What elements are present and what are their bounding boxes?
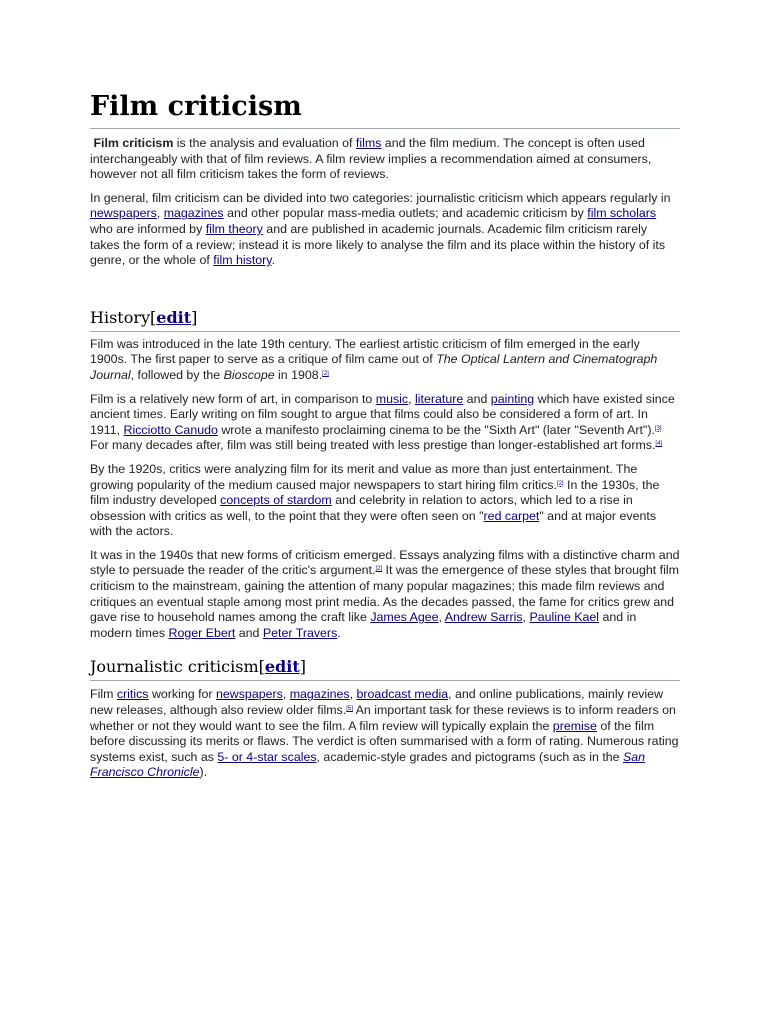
link-painting[interactable]: painting	[490, 391, 535, 406]
link-premise[interactable]: premise	[552, 718, 597, 733]
text: and	[463, 391, 491, 406]
text: An important task for these reviews is to inform readers on whether or not they would want to see the film. A film review will typically explain the	[90, 703, 676, 733]
text: and other popular mass-media outlets; and academic criticism by	[223, 206, 588, 221]
text: ,	[408, 391, 416, 406]
link-literature[interactable]: literature	[415, 391, 464, 406]
link-film-history[interactable]: film history	[213, 253, 272, 268]
citation-link[interactable]: [4]	[655, 441, 663, 448]
text: It was in the 1940s that new forms of criticism emerged. Essays analyzing films with a distinctive charm and style to persuade the reader of the critic's argument.	[90, 547, 680, 578]
text: For many decades after, film was still being treated with less prestige than longer-established art forms.	[90, 438, 656, 453]
text: ,	[156, 206, 164, 221]
history-paragraph-3	[90, 462, 680, 540]
citation-link[interactable]: [5]	[346, 706, 353, 713]
text: .	[271, 253, 276, 268]
page-title: Film criticism	[90, 90, 680, 129]
link-newspapers[interactable]: newspapers	[216, 687, 283, 702]
link-roger-ebert[interactable]: Roger Ebert	[168, 625, 236, 640]
citation-link[interactable]: [2]	[375, 566, 383, 573]
text: .	[337, 625, 341, 640]
bracket: [	[150, 307, 157, 327]
text: in 1908.	[274, 367, 323, 382]
intro-paragraph-2	[90, 191, 680, 269]
link-concepts-of-stardom[interactable]: concepts of stardom	[220, 493, 332, 508]
text: Film was introduced in the late 19th century. The earliest artistic criticism of film emerged in the early 1900s. The first paper to serve as a critique of film came out of	[90, 336, 640, 367]
citation-link[interactable]: [3]	[654, 425, 662, 432]
article	[90, 90, 680, 781]
text: Film is a relatively new form of art, in comparison to	[90, 391, 376, 406]
text: It was the emergence of these styles that brought film criticism to the mainstream, gaining the attention of many popular magazines; this made film reviews and critiques an eventual staple among most print media. As the decades passed, the fame for critics grew and gave rise to household names among the craft like	[90, 563, 679, 625]
section-heading-journalistic-criticism	[90, 656, 680, 681]
text: " and at major events with the actors.	[90, 508, 657, 539]
link-music[interactable]: music	[375, 391, 409, 406]
text: and are published in academic journals. Academic film criticism rarely takes the form of a review; instead it is more likely to analyse the film and its place within the history of its genre, or the whole of	[90, 221, 666, 268]
text: which have existed since ancient times. Early writing on film sought to argue that films could also be considered a form of art. In 1911,	[90, 391, 675, 437]
bold-term: Film criticism	[93, 136, 174, 150]
link-red-carpet[interactable]: red carpet	[483, 508, 540, 523]
text: and in modern times	[90, 610, 637, 640]
italic-title: The Optical Lantern and Cinematograph Journal	[90, 352, 658, 382]
text: ,	[438, 610, 445, 625]
text: ,	[349, 687, 357, 702]
text: and celebrity in relation to actors, which led to a rise in obsession with critics as well, to the point that they were often seen on "	[90, 493, 633, 523]
heading-text: History	[90, 307, 151, 327]
section-heading-history	[90, 307, 680, 332]
citation-link[interactable]: [2]	[322, 370, 329, 377]
link-films[interactable]: films	[355, 136, 382, 150]
heading-text: Journalistic criticism	[90, 657, 259, 677]
bracket: ]	[191, 307, 198, 327]
text: In the 1930s, the film industry developed	[90, 477, 660, 508]
text: and the film medium. The concept is often used interchangeably with that of film reviews. A film review implies a recommendation aimed at consumers, however not all film criticism takes the form of reviews.	[90, 136, 652, 182]
link-broadcast-media[interactable]: broadcast media	[356, 687, 449, 702]
text: working for	[148, 687, 216, 702]
text: and	[235, 625, 263, 640]
text: , followed by the	[130, 367, 224, 382]
text: who are informed by	[90, 221, 206, 236]
link-andrew-sarris[interactable]: Andrew Sarris	[444, 610, 523, 625]
link-newspapers[interactable]: newspapers	[90, 206, 157, 221]
bracket: [	[258, 657, 265, 677]
text: wrote a manifesto proclaiming cinema to be the "Sixth Art" (later "Seventh Art").	[217, 422, 655, 437]
link-film-theory[interactable]: film theory	[205, 221, 263, 236]
text: is the analysis and evaluation of	[173, 136, 356, 150]
link-magazines[interactable]: magazines	[163, 206, 224, 221]
link-critics[interactable]: critics	[116, 687, 149, 702]
text: , academic-style grades and pictograms (such as in the	[316, 749, 624, 764]
journalistic-paragraph-1	[90, 687, 680, 781]
link-star-scales[interactable]: 5- or 4-star scales	[217, 749, 317, 764]
link-pauline-kael[interactable]: Pauline Kael	[529, 610, 600, 625]
link-san-francisco-chronicle[interactable]: San Francisco Chronicle	[90, 749, 646, 780]
link-film-scholars[interactable]: film scholars	[587, 206, 657, 221]
edit-link-journalistic-criticism[interactable]: edit	[264, 657, 300, 677]
link-peter-travers[interactable]: Peter Travers	[262, 625, 338, 640]
link-ricciotto-canudo[interactable]: Ricciotto Canudo	[123, 422, 218, 437]
text: ,	[282, 687, 290, 702]
text: ,	[522, 610, 530, 625]
text: Film	[90, 687, 117, 702]
link-james-agee[interactable]: James Agee	[370, 610, 439, 625]
link-magazines[interactable]: magazines	[289, 687, 350, 702]
history-paragraph-1	[90, 337, 680, 384]
text: ).	[199, 765, 208, 780]
intro-paragraph-1	[90, 136, 680, 183]
history-paragraph-4	[90, 548, 680, 642]
history-paragraph-2	[90, 392, 680, 454]
text: of the film before discussing its merits or flaws. The verdict is often summarised with a form of rating. Numerous rating systems exist, such as	[90, 718, 679, 764]
text: In general, film criticism can be divided into two categories: journalistic criticism which appears regularly in	[90, 190, 671, 205]
citation-link[interactable]: [2]	[556, 480, 564, 487]
text: By the 1920s, critics were analyzing film for its merit and value as more than just entertainment. The growing popularity of the medium caused major newspapers to start hiring film critics.	[90, 461, 638, 492]
italic-title: Bioscope	[223, 367, 275, 382]
edit-link-history[interactable]: edit	[156, 307, 192, 327]
bracket: ]	[299, 657, 306, 677]
text: , and online publications, mainly review new releases, although also review older films.	[90, 687, 664, 718]
